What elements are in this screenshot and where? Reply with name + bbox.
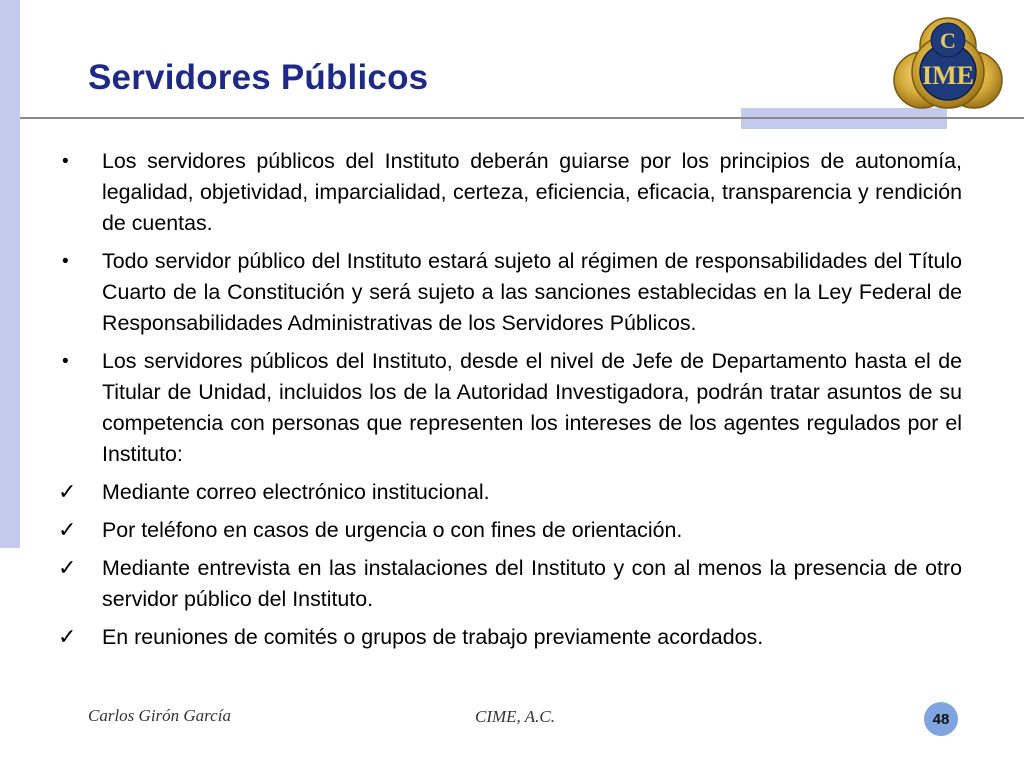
cime-logo: [893, 10, 1003, 118]
check-text: Por teléfono en casos de urgencia o con fines de orientación.: [102, 518, 683, 542]
check-text: Mediante entrevista en las instalaciones del Instituto y con al menos la presencia de otro servidor público del Instituto.: [102, 556, 962, 611]
checkmark-icon: ✓: [58, 556, 77, 581]
logo-letter-top: C: [940, 28, 956, 53]
bullet-marker: •: [62, 351, 69, 372]
check-item: [58, 553, 962, 615]
check-item: [58, 622, 962, 653]
cime-logo-icon: [893, 10, 1003, 118]
bullet-text: Los servidores públicos del Instituto deberán guiarse por los principios de autonomía, legalidad, objetividad, imparcialidad, certeza, eficiencia, eficacia, transparencia y rendición de cuentas.: [102, 149, 962, 235]
bullet-item: [62, 146, 962, 239]
left-accent-bar: [0, 0, 20, 548]
bullet-item: [62, 246, 962, 339]
check-item: [58, 515, 962, 546]
checkmark-icon: ✓: [58, 518, 77, 543]
page-number-badge: 48: [924, 702, 958, 736]
bullet-marker: •: [62, 151, 69, 172]
footer-author: Carlos Girón García: [88, 706, 231, 725]
check-text: En reuniones de comités o grupos de trabajo previamente acordados.: [102, 625, 764, 649]
check-text: Mediante correo electrónico institucional.: [102, 480, 490, 504]
slide-title: Servidores Públicos: [88, 58, 429, 97]
bullet-text: Los servidores públicos del Instituto, desde el nivel de Jefe de Departamento hasta el de Titular de Unidad, incluidos los de la Autoridad Investigadora, podrán tratar asuntos de su competencia con personas que representen los intereses de los agentes regulados por el Instituto:: [102, 349, 962, 466]
bullet-marker: •: [62, 251, 69, 272]
slide-content: [58, 146, 962, 660]
bullet-item: [62, 346, 962, 470]
checkmark-icon: ✓: [58, 625, 77, 650]
footer-organization: CIME, A.C.: [475, 707, 555, 726]
bullet-text: Todo servidor público del Instituto estará sujeto al régimen de responsabilidades del Título Cuarto de la Constitución y será sujeto a las sanciones establecidas en la Ley Federal de Responsabilidades Administrativas de los Servidores Públicos.: [102, 249, 962, 335]
check-item: [58, 477, 962, 508]
header-rule: [20, 117, 1024, 119]
checkmark-icon: ✓: [58, 480, 77, 505]
logo-letters-bottom: IME: [922, 61, 974, 90]
